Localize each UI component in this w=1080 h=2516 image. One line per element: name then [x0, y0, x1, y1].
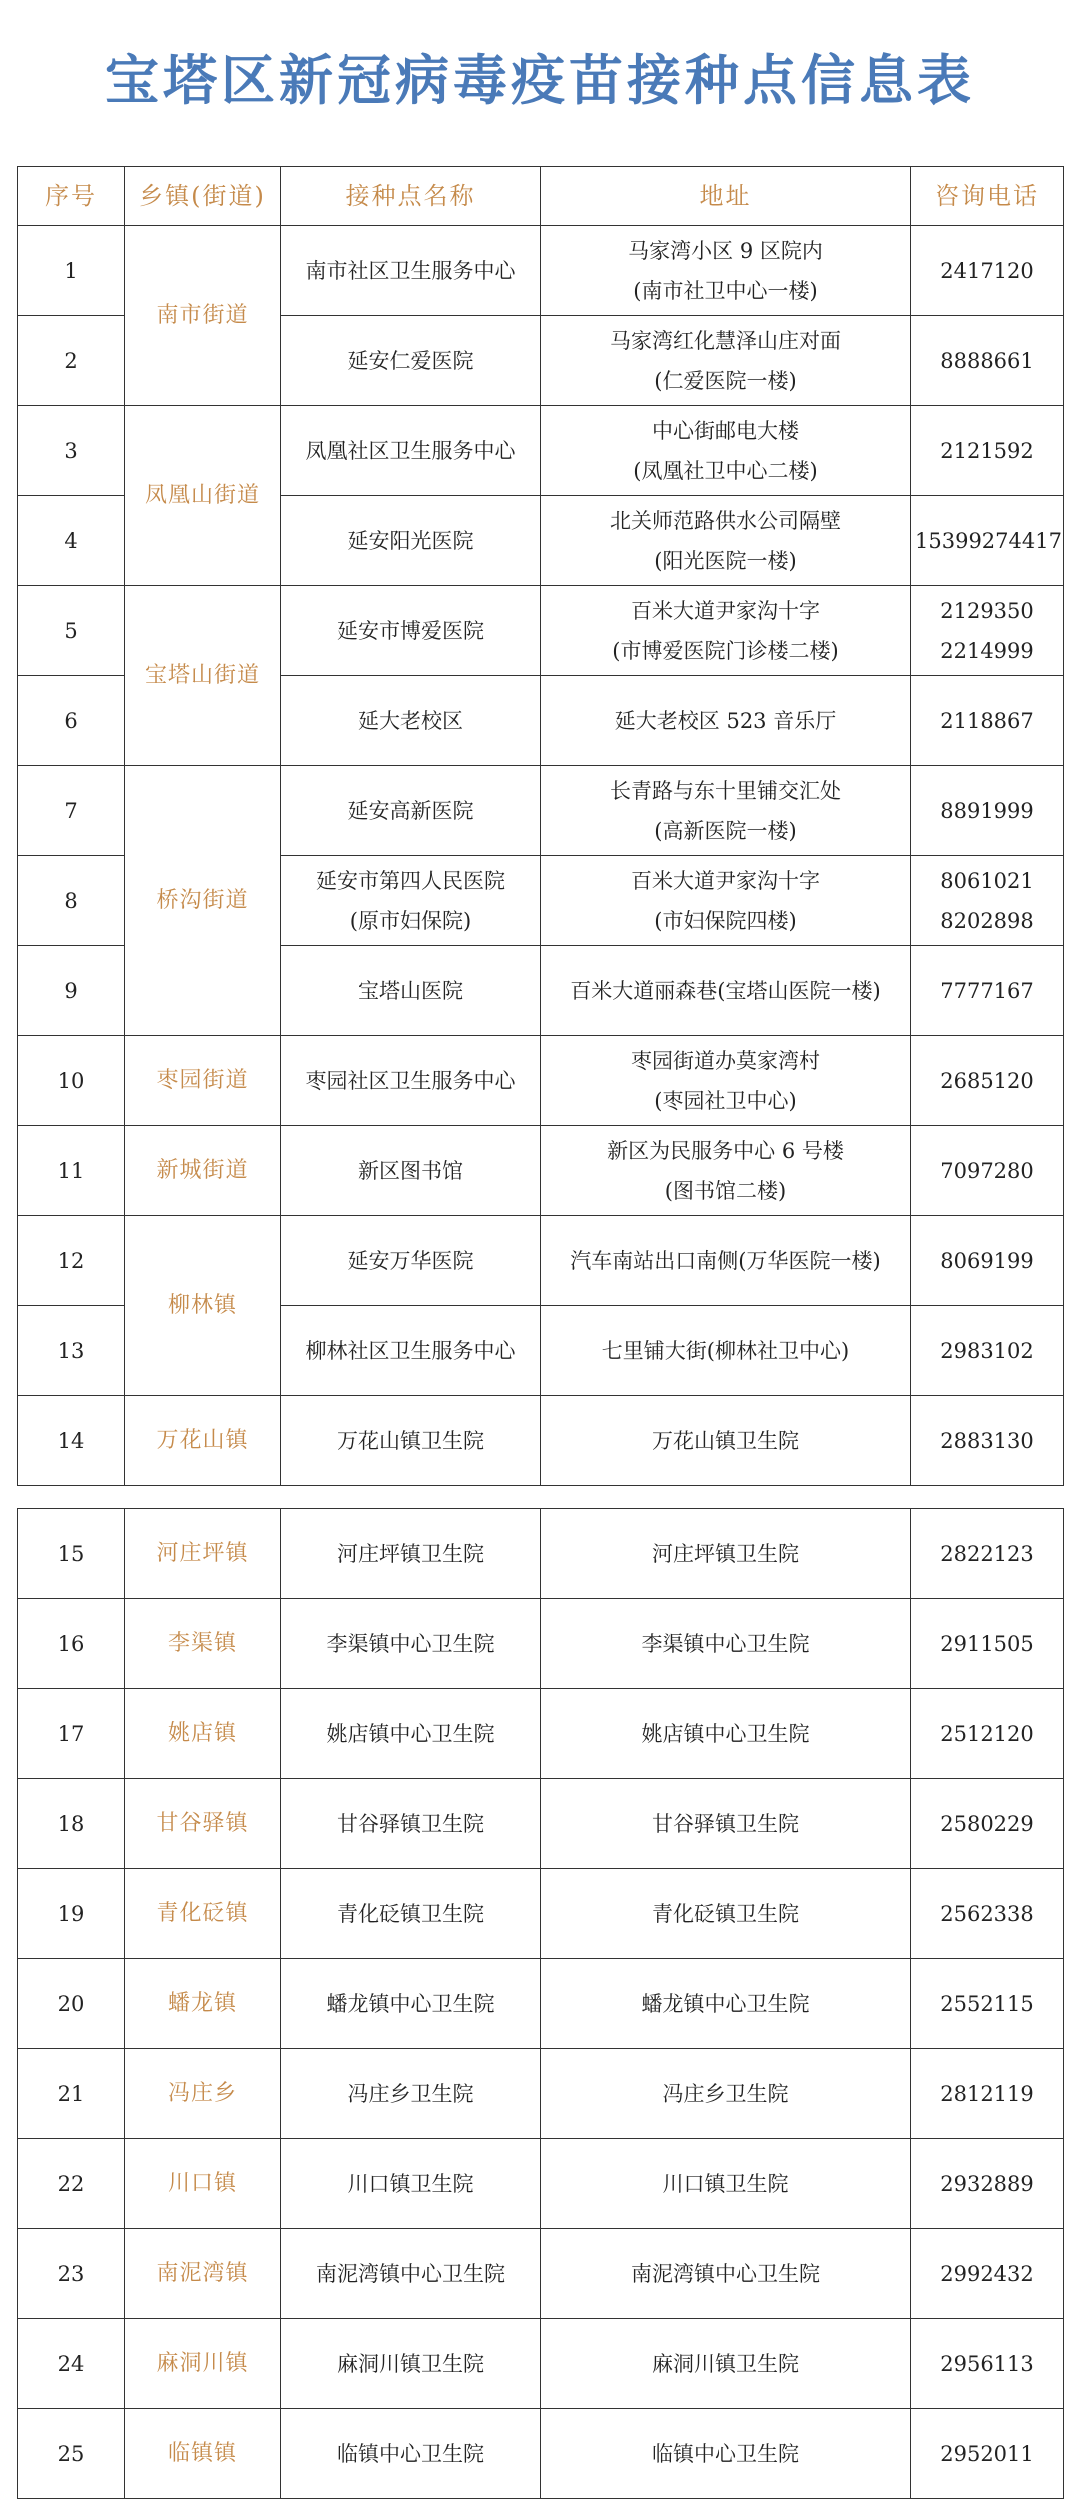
phone-number: 2121592 — [940, 438, 1034, 463]
address-line: 中心街邮电大楼 — [652, 418, 799, 443]
phone-cell: 2512120 — [911, 1689, 1064, 1779]
address-cell — [541, 586, 911, 676]
phone-number: 8888661 — [940, 348, 1034, 373]
row-number: 8 — [18, 856, 125, 946]
site-cell — [281, 676, 541, 766]
site-cell — [281, 1306, 541, 1396]
phone-number: 2983102 — [940, 1338, 1034, 1363]
address-cell — [541, 316, 911, 406]
address-cell: 川口镇卫生院 — [541, 2139, 911, 2229]
phone-cell — [911, 1036, 1064, 1126]
address-cell — [541, 1126, 911, 1216]
table-row — [18, 1599, 1064, 1689]
address-line: (市妇保院四楼) — [654, 908, 797, 933]
address-cell: 李渠镇中心卫生院 — [541, 1599, 911, 1689]
vaccination-sites-table-continued — [17, 1508, 1064, 2499]
row-number: 17 — [18, 1689, 125, 1779]
site-cell: 甘谷驿镇卫生院 — [281, 1779, 541, 1869]
phone-cell: 2911505 — [911, 1599, 1064, 1689]
site-name: (原市妇保院) — [349, 908, 472, 933]
address-line: 枣园街道办莫家湾村 — [631, 1048, 820, 1073]
site-cell — [281, 586, 541, 676]
town-cell: 凤凰山街道 — [125, 406, 281, 586]
site-cell: 河庄坪镇卫生院 — [281, 1509, 541, 1599]
phone-cell: 2562338 — [911, 1869, 1064, 1959]
row-number: 5 — [18, 586, 125, 676]
table-row — [18, 2229, 1064, 2319]
site-cell: 麻洞川镇卫生院 — [281, 2319, 541, 2409]
address-line: (南市社卫中心一楼) — [633, 278, 818, 303]
address-cell — [541, 856, 911, 946]
phone-cell: 2812119 — [911, 2049, 1064, 2139]
site-cell — [281, 496, 541, 586]
address-line: (枣园社卫中心) — [654, 1088, 797, 1113]
site-cell: 青化砭镇卫生院 — [281, 1869, 541, 1959]
phone-cell — [911, 316, 1064, 406]
site-name: 南市社区卫生服务中心 — [305, 258, 516, 283]
site-name: 延安仁爱医院 — [347, 348, 474, 373]
address-line: 马家湾红化慧泽山庄对面 — [610, 328, 841, 353]
phone-number: 8061021 — [940, 868, 1034, 893]
row-number: 13 — [18, 1306, 125, 1396]
phone-cell — [911, 766, 1064, 856]
town-cell: 李渠镇 — [125, 1599, 281, 1689]
site-cell — [281, 1216, 541, 1306]
site-name: 凤凰社区卫生服务中心 — [305, 438, 516, 463]
row-number: 4 — [18, 496, 125, 586]
phone-cell: 2952011 — [911, 2409, 1064, 2499]
site-name: 延安市博爱医院 — [337, 618, 484, 643]
row-number: 19 — [18, 1869, 125, 1959]
page-title: 宝塔区新冠病毒疫苗接种点信息表 — [105, 49, 975, 112]
row-number: 25 — [18, 2409, 125, 2499]
address-cell — [541, 946, 911, 1036]
town-cell: 河庄坪镇 — [125, 1509, 281, 1599]
header-address: 地址 — [541, 167, 911, 226]
town-cell: 临镇镇 — [125, 2409, 281, 2499]
town-cell: 青化砭镇 — [125, 1869, 281, 1959]
site-cell: 蟠龙镇中心卫生院 — [281, 1959, 541, 2049]
row-number: 22 — [18, 2139, 125, 2229]
row-number: 16 — [18, 1599, 125, 1689]
site-cell — [281, 856, 541, 946]
address-cell: 蟠龙镇中心卫生院 — [541, 1959, 911, 2049]
table-row — [18, 2049, 1064, 2139]
address-cell: 冯庄乡卫生院 — [541, 2049, 911, 2139]
address-line: 万花山镇卫生院 — [652, 1428, 799, 1453]
phone-number: 8891999 — [940, 798, 1034, 823]
address-cell — [541, 226, 911, 316]
row-number: 1 — [18, 226, 125, 316]
table-row — [18, 1036, 1064, 1126]
table-row — [18, 586, 1064, 676]
address-cell: 青化砭镇卫生院 — [541, 1869, 911, 1959]
address-line: (高新医院一楼) — [654, 818, 797, 843]
phone-cell: 2580229 — [911, 1779, 1064, 1869]
site-cell — [281, 1126, 541, 1216]
row-number: 23 — [18, 2229, 125, 2319]
table-row — [18, 1959, 1064, 2049]
address-cell: 南泥湾镇中心卫生院 — [541, 2229, 911, 2319]
site-cell: 川口镇卫生院 — [281, 2139, 541, 2229]
address-line: 北关师范路供水公司隔壁 — [610, 508, 841, 533]
header-no: 序号 — [18, 167, 125, 226]
row-number: 14 — [18, 1396, 125, 1486]
table-row — [18, 2409, 1064, 2499]
address-line: (凤凰社卫中心二楼) — [633, 458, 818, 483]
address-line: 汽车南站出口南侧(万华医院一楼) — [570, 1248, 881, 1273]
site-name: 延安高新医院 — [347, 798, 474, 823]
phone-cell: 2956113 — [911, 2319, 1064, 2409]
town-cell: 桥沟街道 — [125, 766, 281, 1036]
address-line: 新区为民服务中心 6 号楼 — [607, 1138, 844, 1163]
site-cell — [281, 946, 541, 1036]
town-cell: 宝塔山街道 — [125, 586, 281, 766]
phone-cell — [911, 1306, 1064, 1396]
phone-number: 8202898 — [940, 908, 1034, 933]
row-number: 3 — [18, 406, 125, 496]
phone-cell — [911, 1396, 1064, 1486]
site-cell: 南泥湾镇中心卫生院 — [281, 2229, 541, 2319]
phone-cell — [911, 676, 1064, 766]
site-name: 枣园社区卫生服务中心 — [305, 1068, 516, 1093]
site-cell: 临镇中心卫生院 — [281, 2409, 541, 2499]
address-line: (仁爱医院一楼) — [654, 368, 797, 393]
town-cell: 冯庄乡 — [125, 2049, 281, 2139]
site-name: 延大老校区 — [358, 708, 463, 733]
site-cell: 姚店镇中心卫生院 — [281, 1689, 541, 1779]
phone-number: 7777167 — [940, 978, 1034, 1003]
phone-cell — [911, 1216, 1064, 1306]
row-number: 21 — [18, 2049, 125, 2139]
town-cell: 柳林镇 — [125, 1216, 281, 1396]
site-name: 柳林社区卫生服务中心 — [305, 1338, 516, 1363]
address-cell — [541, 496, 911, 586]
phone-cell — [911, 226, 1064, 316]
table-row — [18, 2319, 1064, 2409]
town-cell: 蟠龙镇 — [125, 1959, 281, 2049]
phone-number: 8069199 — [940, 1248, 1034, 1273]
phone-number: 2118867 — [940, 708, 1034, 733]
address-line: (阳光医院一楼) — [654, 548, 797, 573]
row-number: 12 — [18, 1216, 125, 1306]
site-cell — [281, 1396, 541, 1486]
site-cell: 冯庄乡卫生院 — [281, 2049, 541, 2139]
header-town: 乡镇(街道) — [125, 167, 281, 226]
address-cell: 甘谷驿镇卫生院 — [541, 1779, 911, 1869]
phone-number: 2417120 — [940, 258, 1034, 283]
address-line: 马家湾小区 9 区院内 — [628, 238, 823, 263]
site-cell — [281, 226, 541, 316]
address-cell: 姚店镇中心卫生院 — [541, 1689, 911, 1779]
site-cell — [281, 766, 541, 856]
phone-cell — [911, 946, 1064, 1036]
town-cell: 甘谷驿镇 — [125, 1779, 281, 1869]
site-cell: 李渠镇中心卫生院 — [281, 1599, 541, 1689]
town-cell: 姚店镇 — [125, 1689, 281, 1779]
row-number: 2 — [18, 316, 125, 406]
site-name: 新区图书馆 — [358, 1158, 463, 1183]
vaccination-sites-table — [17, 166, 1064, 1486]
row-number: 24 — [18, 2319, 125, 2409]
town-cell: 南泥湾镇 — [125, 2229, 281, 2319]
row-number: 20 — [18, 1959, 125, 2049]
site-name: 延安市第四人民医院 — [316, 868, 505, 893]
address-cell — [541, 1306, 911, 1396]
phone-cell — [911, 586, 1064, 676]
address-line: 百米大道丽森巷(宝塔山医院一楼) — [570, 978, 881, 1003]
phone-number: 2685120 — [940, 1068, 1034, 1093]
phone-cell — [911, 856, 1064, 946]
address-line: 延大老校区 523 音乐厅 — [614, 708, 837, 733]
row-number: 7 — [18, 766, 125, 856]
site-cell — [281, 406, 541, 496]
phone-cell — [911, 1126, 1064, 1216]
table-row — [18, 2139, 1064, 2229]
row-number: 18 — [18, 1779, 125, 1869]
site-cell — [281, 316, 541, 406]
address-cell — [541, 406, 911, 496]
row-number: 15 — [18, 1509, 125, 1599]
table-row — [18, 1509, 1064, 1599]
table-row — [18, 406, 1064, 496]
table-row — [18, 766, 1064, 856]
town-cell: 麻洞川镇 — [125, 2319, 281, 2409]
row-number: 11 — [18, 1126, 125, 1216]
phone-cell: 2552115 — [911, 1959, 1064, 2049]
table-row — [18, 1396, 1064, 1486]
address-cell: 河庄坪镇卫生院 — [541, 1509, 911, 1599]
site-name: 延安阳光医院 — [347, 528, 474, 553]
address-cell — [541, 1036, 911, 1126]
address-cell: 临镇中心卫生院 — [541, 2409, 911, 2499]
table-row — [18, 1869, 1064, 1959]
town-cell: 川口镇 — [125, 2139, 281, 2229]
phone-number: 2883130 — [940, 1428, 1034, 1453]
table-row — [18, 1689, 1064, 1779]
row-number: 6 — [18, 676, 125, 766]
address-line: 长青路与东十里铺交汇处 — [610, 778, 841, 803]
table-header-row — [18, 167, 1064, 226]
phone-number: 2214999 — [940, 638, 1034, 663]
table-row — [18, 1216, 1064, 1306]
site-name: 宝塔山医院 — [358, 978, 463, 1003]
town-cell: 枣园街道 — [125, 1036, 281, 1126]
phone-cell — [911, 406, 1064, 496]
phone-cell: 2992432 — [911, 2229, 1064, 2319]
site-name: 万花山镇卫生院 — [337, 1428, 484, 1453]
address-line: 百米大道尹家沟十字 — [631, 598, 820, 623]
phone-number: 2129350 — [940, 598, 1034, 623]
town-cell: 万花山镇 — [125, 1396, 281, 1486]
address-cell — [541, 766, 911, 856]
table-row — [18, 1779, 1064, 1869]
header-site: 接种点名称 — [281, 167, 541, 226]
town-cell: 新城街道 — [125, 1126, 281, 1216]
address-line: (市博爱医院门诊楼二楼) — [612, 638, 839, 663]
phone-cell: 2932889 — [911, 2139, 1064, 2229]
phone-cell — [911, 496, 1064, 586]
table-row — [18, 1126, 1064, 1216]
row-number: 10 — [18, 1036, 125, 1126]
phone-number: 15399274417 — [915, 528, 1062, 553]
row-number: 9 — [18, 946, 125, 1036]
address-cell — [541, 1216, 911, 1306]
table-row — [18, 226, 1064, 316]
header-phone: 咨询电话 — [911, 167, 1064, 226]
address-cell — [541, 1396, 911, 1486]
address-cell: 麻洞川镇卫生院 — [541, 2319, 911, 2409]
address-line: (图书馆二楼) — [664, 1178, 787, 1203]
address-cell — [541, 676, 911, 766]
town-cell: 南市街道 — [125, 226, 281, 406]
address-line: 百米大道尹家沟十字 — [631, 868, 820, 893]
phone-cell: 2822123 — [911, 1509, 1064, 1599]
address-line: 七里铺大街(柳林社卫中心) — [601, 1338, 850, 1363]
site-name: 延安万华医院 — [347, 1248, 474, 1273]
phone-number: 7097280 — [940, 1158, 1034, 1183]
site-cell — [281, 1036, 541, 1126]
